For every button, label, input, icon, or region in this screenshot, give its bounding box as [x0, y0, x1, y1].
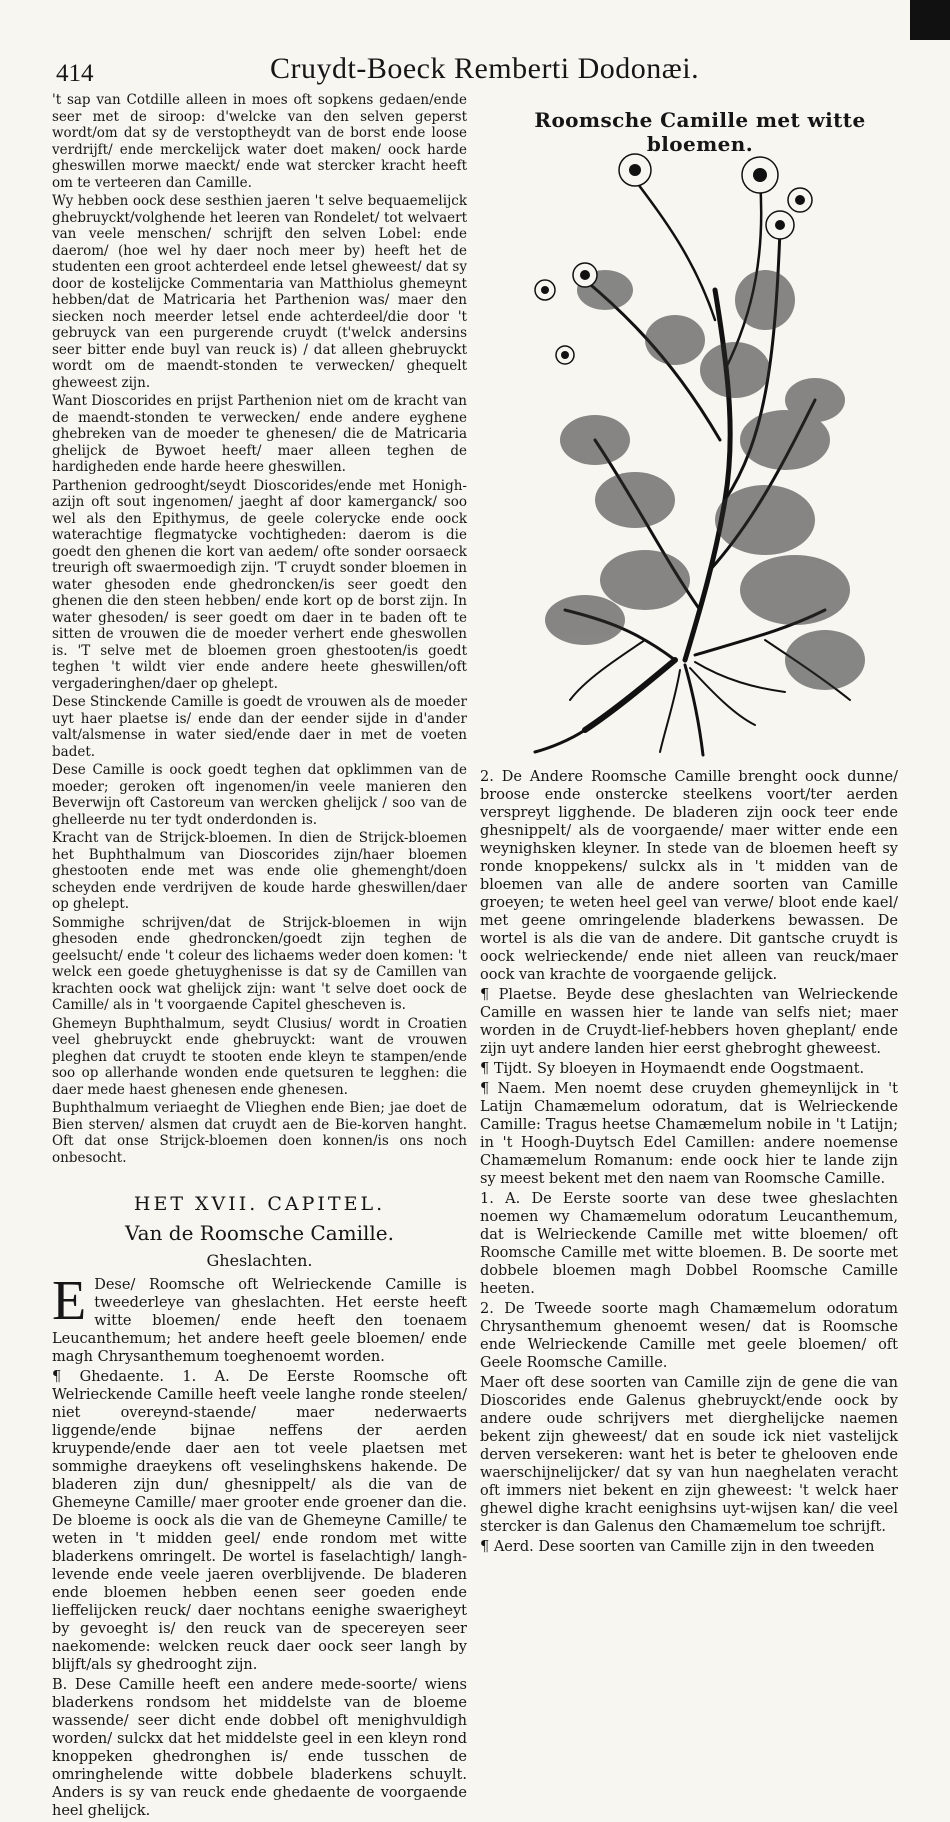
paragraph: Want Dioscorides en prijst Parthenion niet om de kracht van de maendt-stonden te verwecken/ ende andere eyghene ghebreken van de moeder te ghenesen/ die de Matricaria ghelijck de Bywoet heeft/ maer alleen teghen de hardigheden ende harde heere gheswillen.	[52, 393, 467, 475]
scan-edge-mark	[910, 0, 950, 40]
chapter-paragraph	[52, 1269, 467, 1366]
drop-capital: E	[52, 1269, 87, 1332]
paragraph: Parthenion gedrooght/seydt Dioscorides/ende met Honigh-azijn oft sout ingenomen/ jaeght af door kamerganck/ soo wel als den Epithymus, de geele colerycke ende oock waterachtige flegmatycke vochtigheden: daerom is die goedt den ghenen die kort van aedem/ ofte sonder oorsaeck treurigh oft swaermoedigh zijn. 'T cruydt sonder bloemen in water ghesoden ende ghedroncken/is seer goedt den ghenen die den steen hebben/ ende kort op de borst zijn. In water ghesoden/ is seer goedt om daer in te baden oft te sitten de vrouwen die de moeder verhert ende gheswollen is. 'T selve met de bloemen groen ghestooten/is goedt teghen 't wildt vier ende andere heete gheswillen/oft vergaderinghen/daer op ghelept.	[52, 477, 467, 692]
paragraph: ¶ Naem. Men noemt dese cruyden ghemeynlijck in 't Latijn Chamæmelum odoratum, dat is Welrieckende Camille: Tragus heetse Chamæmelum nobile in 't Latijn; in 't Hoogh-Duytsch Edel Camillen: andere noemense Chamæmelum Romanum: ende oock hier te lande zijn sy meest bekent met den naem van Roomsche Camille.	[480, 1081, 898, 1187]
section-label: Gheslachten.	[206, 1251, 313, 1270]
chapter-title: Van de Roomsche Camille.	[125, 1220, 394, 1245]
plant-drawing	[525, 140, 870, 760]
right-column	[480, 768, 898, 1558]
chapter-heading: HET XVII. CAPITEL.	[133, 1193, 386, 1215]
chapter-paragraph-text: Dese/ Roomsche oft Welrieckende Camille is tweederleye van gheslachten. Het eerste heeft witte bloemen/ ende heeft den toenaem Leucanthemum; het andere heeft geele bloemen/ ende magh Chrysanthemum toeghenoemt worden.	[52, 1276, 467, 1365]
paragraph: Kracht van de Strijck-bloemen. In dien de Strijck-bloemen het Buphthalmum van Dioscorides zijn/haer bloemen ghestooten ende met was ende olie ghemenght/doen scheyden ende verdrijven de koude harde gheswillen/daer op ghelept.	[52, 830, 467, 912]
page-number: 414	[56, 60, 94, 87]
chapter-body	[52, 1269, 467, 1820]
left-column	[52, 92, 467, 1822]
paragraph: 2. De Andere Roomsche Camille brenght oock dunne/ broose ende onsterckе steelkens voort/ter aerden verspreyt ligghende. De bladeren zijn oock teer ende ghesnippelt/ als de voorgaende/ maer witter ende een weynighsken kleyner. In stede van de bloemen heeft sy ronde knoppekens/ sulckx als in 't midden van de bloemen van alle de andere soorten van Camille groeyen; te weten heel geel van verwe/ bloot ende kael/ met geene omringelende bladerkens bewassen. De wortel is als die van de andere. Dit gantsche cruydt is oock welrieckende/ ende niet alleen van reuck/maer oock van krachte de voorgaende gelijck.	[480, 769, 898, 983]
paragraph: Dese Camille is oock goedt teghen dat opklimmen van de moeder; geroken oft ingenomen/in veele manieren den Beverwijn oft Castoreum van wercken ghelijck / soo van de ghelleerde nu ter tydt onderdonden is.	[52, 762, 467, 828]
running-title: Cruydt-Boeck Remberti Dodonæi.	[270, 52, 700, 85]
paragraph: 2. De Tweede soorte magh Chamæmelum odoratum Chrysanthemum ghenoemt wesen/ dat is Roomsche ende Welrieckende Camille met geele bloemen/ oft Geele Roomsche Camille.	[480, 1301, 898, 1371]
paragraph: Wy hebben oock dese sesthien jaeren 't selve bequaemelijck ghebruyckt/volghende het leeren van Rondelet/ tot welvaert van veele menschen/ schrijft den selven Lobel: ende daerom/ (hoe wel hy daer noch meer by) heeft het de studenten een groot achterdeel ende letsel gheweest/ dat sy door de kostelijcke Commentaria van Matthiolus ghemeynt hebben/dat de Matricaria het Parthenion was/ maer den siecken noch meerder letsel ende achterdeel/die door 't gebruyck van een purgerende cruydt (t'welck andersins seer bitter ende buyl van reuck is) / dat alleen ghebruyckt wordt om de maendt-stonden te verwecken/ ghequelt gheweest zijn.	[52, 193, 467, 391]
paragraph: ¶ Aerd. Dese soorten van Camille zijn in den tweeden	[480, 1539, 875, 1555]
paragraph: Sommighe schrijven/dat de Strijck-bloemen in wijn ghesoden ende ghedroncken/goedt zijn teghen de geelsucht/ ende 't coleur des lichaems weder doen komen: 't welck een goede ghetuyghenisse is dat sy de Camillen van krachten oock wat ghelijck zijn: want 't selve doet oock de Camille/ als in 't voorgaende Capitel ghescheven is.	[52, 914, 467, 1013]
chamomile-woodcut-illustration	[525, 140, 870, 760]
figure-caption: Roomsche Camille met witte bloemen.	[534, 108, 866, 156]
paragraph: 't sap van Cotdille alleen in moes oft sopkens gedaen/ende seer met de siroop: d'welcke van den selven geperst wordt/om dat sy de verstoptheydt van de borst ende loose verdrijft/ ende merckelijck water doet maken/ oock harde gheswillen morwe maeckt/ ende wat stercker kracht heeft om te verteeren dan Camille.	[52, 92, 467, 191]
paragraph: Buphthalmum veriaeght de Vlieghen ende Bien; jae doet de Bien sterven/ alsmen dat cruydt aen de Bie-korven hanght. Oft dat onse Strijck-bloemen doen konnen/is ons noch onbesocht.	[52, 1100, 467, 1166]
paragraph: Ghemeyn Buphthalmum, seydt Clusius/ wordt in Croatien veel ghebruyckt ende ghebruyckt: want de vrouwen pleghen dat cruydt te stooten ende kleyn te stampen/ende soo op allerhande wonden ende quetsuren te legghen: die daer mede haest ghenesen ende ghenesen.	[52, 1015, 467, 1098]
chapter-paragraph: B. Dese Camille heeft een andere mede-soorte/ wiens bladerkens rondsom het middelste van de bloeme wassende/ seer dicht ende dobbel oft menighvuldigh worden/ sulckx dat het middelste geel in een kleyn rond knoppeken ghedronghen is/ ende tusschen de omringhelende witte dobbele bladerkens schuylt. Anders is sy van reuck ende ghedaente de voorgaende heel ghelijck.	[52, 1676, 467, 1819]
chapter-paragraph: ¶ Ghedaente. 1. A. De Eerste Roomsche oft Welrieckende Camille heeft veele langhe ronde steelen/ niet overeynd-staende/ maer nederwaerts liggende/ende bijnae neffens der aerden kruypende/ende daer aen tot veele plaetsen met sommighe draeykens oft veselinghskens hakende. De bladeren zijn dun/ ghesnippelt/ als die van de Ghemeyne Camille/ maer grooter ende groener dan die. De bloeme is oock als die van de Ghemeyne Camille/ te weten in 't midden geel/ ende rondom met witte bladerkens omringelt. De wortel is faselachtigh/ langh-levende ende veele jaeren overblijvende. De bladeren ende bloemen hebben eenen seer goeden ende lieffelijcken reuck/ daer nochtans eenighe swaerigheyt by gevoeght is/ den reuck van de specereyen seer naekomende: welcken reuck daer oock seer langh by blijft/als sy ghedrooght zijn.	[52, 1368, 467, 1673]
paragraph: ¶ Plaetse. Beyde dese gheslachten van Welrieckende Camille en wassen hier te lande van selfs niet; maer worden in de Cruydt-lief-hebbers hoven gheplant/ ende zijn uyt andere landen hier eerst ghebroght gheweest.	[480, 987, 898, 1057]
paragraph: ¶ Tijdt. Sy bloeyen in Hoymaendt ende Oogstmaent.	[480, 1061, 865, 1077]
paragraph: Dese Stinckende Camille is goedt de vrouwen als de moeder uyt haer plaetse is/ ende dan der eender sijde in d'ander valt/alsmense in water sied/ende daer in met de voeten badet.	[52, 694, 467, 760]
paragraph: 1. A. De Eerste soorte van dese twee gheslachten noemen wy Chamæmelum odoratum Leucanthemum, dat is Welrieckende Camille met witte bloemen/ oft Roomsche Camille met witte bloemen. B. De soorte met dobbele bloemen magh Dobbel Roomsche Camille heeten.	[480, 1191, 898, 1297]
paragraph: Maer oft dese soorten van Camille zijn de gene die van Dioscorides ende Galenus ghebruyckt/ende oock by andere oude schrijvers met dierghelijcke naemen bekent zijn gheweest/ dat en soude ick niet vastelijck derven versekeren: want het is beter te ghelooven ende waerschijnelijcker/ dat sy van hun naeghelaten veracht oft immers niet bekent en zijn gheweest: 't welck haer ghewel dighe kracht eenighsins uyt-wijsen kan/ die veel stercker is dan Galenus den Chamæmelum toe schrijft.	[480, 1375, 898, 1535]
